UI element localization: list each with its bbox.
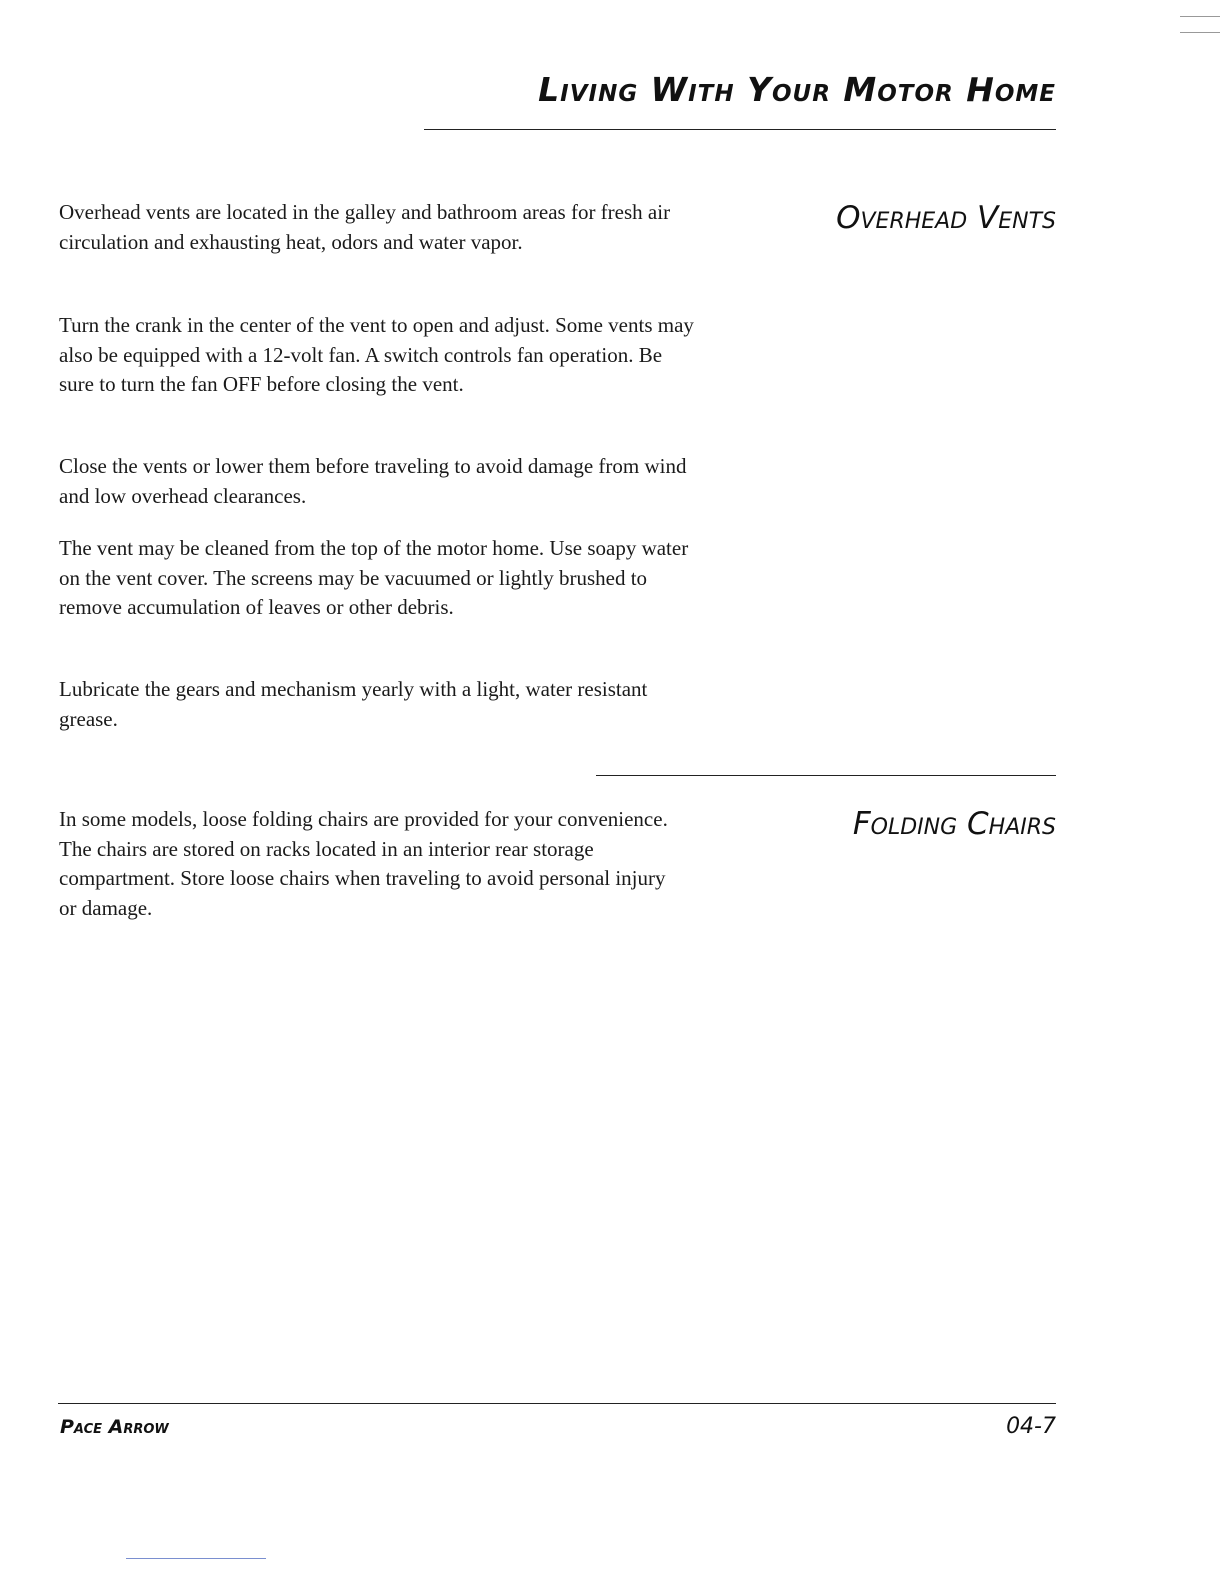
scan-mark <box>1180 16 1220 17</box>
paragraph: Overhead vents are located in the galley and bathroom areas for fresh air circulation and exhausting heat, odors and water vapor. <box>59 200 671 254</box>
paragraph: In some models, loose folding chairs are provided for your convenience. The chairs are stored on racks located in an interior rear storage compartment. Store loose chairs when traveling to avoid personal injury or damage. <box>59 807 668 920</box>
section-divider <box>596 775 1056 776</box>
paragraph: Turn the crank in the center of the vent to open and adjust. Some vents may also be equipped with a 12-volt fan. A switch controls fan operation. Be sure to turn the fan OFF before closing the vent. <box>59 313 694 396</box>
paragraph: Close the vents or lower them before traveling to avoid damage from wind and low overhead clearances. <box>59 454 687 508</box>
page-number: 04-7 <box>1006 1414 1056 1439</box>
scan-mark <box>1180 32 1220 33</box>
scan-underline <box>126 1558 266 1559</box>
section-heading-folding-chairs: Folding Chairs <box>852 806 1056 842</box>
paragraph: Lubricate the gears and mechanism yearly with a light, water resistant grease. <box>59 677 648 731</box>
paragraph: The vent may be cleaned from the top of the motor home. Use soapy water on the vent cover. The screens may be vacuumed or lightly brushed to remove accumulation of leaves or other debris. <box>59 536 689 619</box>
footer-title: Pace Arrow <box>60 1416 169 1438</box>
page-header-title: Living With Your Motor Home <box>538 70 1056 109</box>
section-heading-overhead-vents: Overhead Vents <box>836 200 1056 236</box>
footer-divider <box>58 1403 1056 1404</box>
header-divider <box>424 129 1056 130</box>
